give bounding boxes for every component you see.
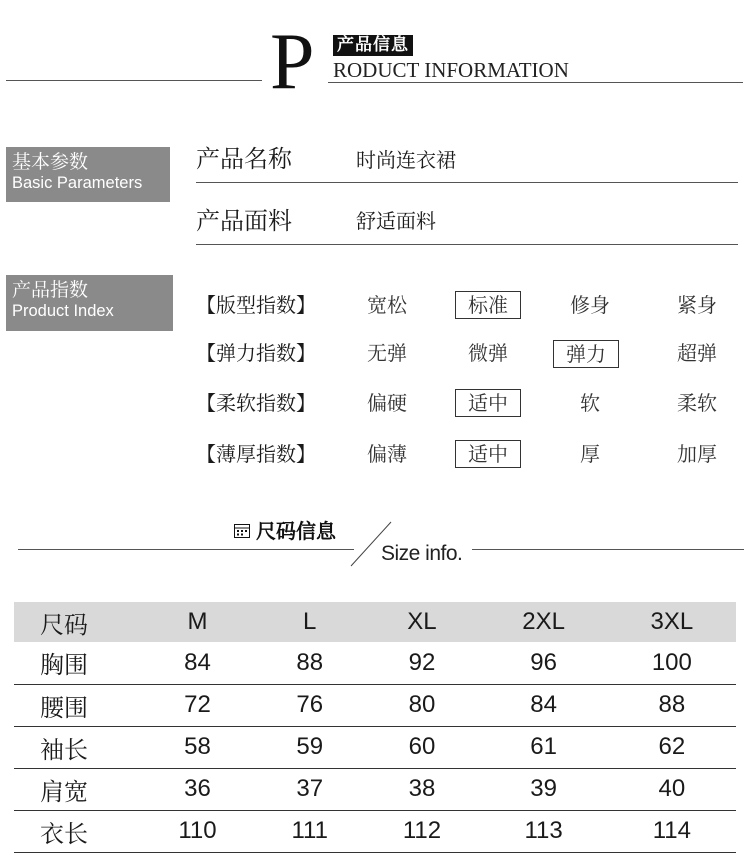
- index-label-softness: 【柔软指数】: [196, 391, 316, 415]
- value-cell: 111: [291, 817, 328, 844]
- basic-params-label-cn: 基本参数: [12, 151, 89, 173]
- value-cell: 112: [402, 817, 442, 844]
- param-row-divider: [196, 244, 738, 245]
- value-cell: 76: [296, 691, 324, 718]
- index-option-selected: 标准: [455, 291, 521, 319]
- size-info-title-en: Size info.: [381, 542, 463, 565]
- index-option: 软: [580, 391, 600, 415]
- size-header-cell: 3XL: [650, 608, 694, 635]
- header-rule-left: [6, 80, 262, 81]
- size-rule-slash: [349, 520, 393, 568]
- basic-params-label: [6, 147, 170, 202]
- index-option: 修身: [570, 293, 610, 317]
- index-option-selected: 弹力: [553, 340, 619, 368]
- index-option: 无弹: [367, 341, 407, 365]
- value-cell: 37: [296, 775, 324, 802]
- index-option: 柔软: [677, 391, 717, 415]
- table-row: [14, 684, 736, 726]
- index-label-thickness: 【薄厚指数】: [196, 442, 316, 466]
- value-cell: 84: [184, 648, 211, 676]
- value-cell: 58: [184, 733, 211, 760]
- param-row-divider: [196, 182, 738, 183]
- index-label-fit: 【版型指数】: [196, 293, 316, 317]
- param-value-name: 时尚连衣裙: [356, 148, 456, 172]
- index-option-selected: 适中: [455, 440, 521, 468]
- value-cell: 61: [530, 733, 557, 760]
- row-name-cell: 胸围: [40, 652, 88, 680]
- product-index-label-cn: 产品指数: [12, 279, 89, 301]
- index-option: 偏薄: [367, 442, 407, 466]
- row-name-cell: 肩宽: [40, 778, 88, 806]
- param-key-fabric: 产品面料: [196, 207, 292, 235]
- value-cell: 36: [184, 775, 211, 802]
- index-option: 宽松: [367, 293, 407, 317]
- size-info-title-cn: 尺码信息: [256, 519, 336, 543]
- calendar-icon: [234, 523, 250, 537]
- size-header-cell: L: [303, 608, 317, 635]
- index-option: 超弹: [677, 341, 717, 365]
- size-header-cell: 尺码: [40, 611, 88, 639]
- table-row: [14, 768, 736, 810]
- size-table: [14, 602, 736, 853]
- size-rule-right: [472, 549, 744, 550]
- index-option: 紧身: [677, 293, 717, 317]
- value-cell: 40: [658, 775, 686, 802]
- value-cell: 110: [178, 817, 217, 844]
- value-cell: 88: [296, 648, 324, 676]
- size-header-cell: M: [187, 608, 208, 635]
- value-cell: 59: [296, 733, 324, 760]
- index-option: 厚: [580, 442, 600, 466]
- table-row: [14, 810, 736, 852]
- row-name-cell: 衣长: [40, 820, 88, 848]
- value-cell: 96: [530, 648, 557, 676]
- header-en-subtitle: RODUCT INFORMATION: [333, 58, 569, 82]
- index-option: 偏硬: [367, 391, 407, 415]
- product-index-label: [6, 275, 173, 331]
- value-cell: 62: [658, 733, 686, 760]
- size-table-header-row: [14, 602, 736, 642]
- header-big-letter: P: [270, 18, 315, 106]
- table-row: [14, 642, 736, 684]
- param-value-fabric: 舒适面料: [356, 209, 436, 233]
- size-header-cell: 2XL: [522, 608, 565, 635]
- value-cell: 60: [408, 733, 436, 760]
- index-option: 微弹: [468, 341, 508, 365]
- value-cell: 84: [530, 691, 557, 718]
- basic-params-label-en: Basic Parameters: [12, 174, 143, 192]
- value-cell: 72: [184, 691, 211, 718]
- size-rule-left: [18, 549, 354, 550]
- row-name-cell: 腰围: [40, 694, 88, 722]
- product-index-label-en: Product Index: [12, 302, 114, 320]
- value-cell: 100: [651, 648, 692, 676]
- table-row: [14, 726, 736, 768]
- value-cell: 88: [658, 691, 686, 718]
- value-cell: 113: [524, 817, 563, 844]
- param-key-name: 产品名称: [196, 145, 292, 173]
- index-option-selected: 适中: [455, 389, 521, 417]
- index-label-stretch: 【弹力指数】: [196, 341, 316, 365]
- value-cell: 38: [408, 775, 436, 802]
- value-cell: 92: [408, 648, 436, 676]
- value-cell: 114: [652, 817, 691, 844]
- value-cell: 39: [530, 775, 557, 802]
- index-option: 加厚: [677, 442, 717, 466]
- header-cn-tag: 产品信息: [333, 35, 413, 56]
- value-cell: 80: [408, 691, 436, 718]
- row-name-cell: 袖长: [40, 736, 88, 764]
- size-header-cell: XL: [407, 608, 437, 635]
- header-rule-right: [328, 82, 743, 83]
